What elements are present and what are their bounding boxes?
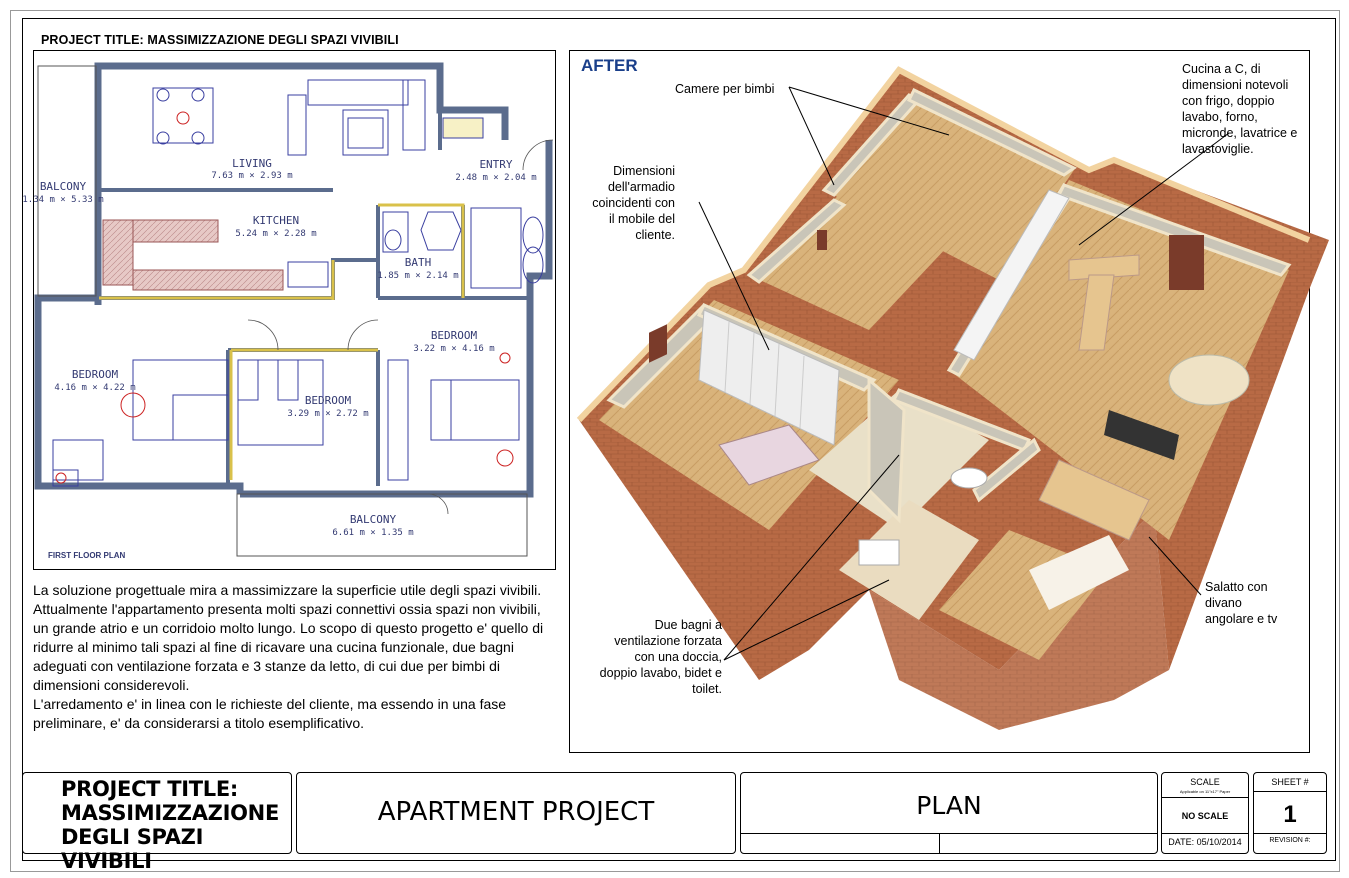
- after-label: AFTER: [581, 56, 638, 75]
- title-block-project-name: [296, 772, 736, 854]
- divider: [741, 833, 1157, 834]
- annotation-line: cliente.: [635, 228, 675, 242]
- annotation-salotto: [1205, 579, 1277, 627]
- room-name-label: BALCONY: [349, 513, 397, 526]
- description-paragraph: La soluzione progettuale mira a massimizzare la superficie utile degli spazi vivibili.: [33, 582, 542, 598]
- revision-label: REVISION #:: [1269, 837, 1311, 844]
- title-block-scale: [1161, 772, 1249, 854]
- room-dims-label: 2.48 m × 2.04 m: [455, 173, 537, 183]
- room-name-label: LIVING: [232, 157, 272, 170]
- room-dims-label: 1.34 m × 5.33 m: [22, 195, 104, 205]
- project-title-line: MASSIMIZZAZIONE: [61, 801, 279, 825]
- annotation-line: Cucina a C, di: [1182, 62, 1261, 76]
- description-paragraph: Attualmente l'appartamento presenta molti spazi connettivi ossia spazi non vivibili, un grande atrio e un corridoio molto lungo. Lo scopo di questo progetto e' quello di ridurre al minimo tali spazi al fine di ricavare una cucina funzionale, due bagni adeguati con ventilazione forzata e 3 stanze da letto, di cui due per bimbi di dimensioni considerevoli.: [33, 601, 544, 693]
- room-name-label: KITCHEN: [252, 214, 300, 227]
- floor-plan-drawing: [22, 50, 556, 570]
- annotation-line: Dimensioni: [613, 164, 675, 178]
- room-name-label: BATH: [404, 256, 432, 269]
- annotation-line: toilet.: [692, 682, 722, 696]
- sheet-number: 1: [1283, 801, 1297, 828]
- annotation-line: Due bagni a: [654, 618, 722, 632]
- title-block-project-title: [22, 772, 292, 873]
- annotation-bagni: [585, 617, 722, 697]
- room-dims-label: 3.29 m × 2.72 m: [287, 409, 369, 419]
- project-description: [33, 581, 558, 733]
- scale-value: NO SCALE: [1181, 811, 1229, 821]
- scale-note: Applicable on 11"x17" Paper: [1179, 789, 1231, 794]
- room-name-label: BALCONY: [39, 180, 87, 193]
- annotation-line: dell'armadio: [607, 180, 675, 194]
- room-name-label: ENTRY: [479, 158, 513, 171]
- room-name-label: BEDROOM: [71, 368, 119, 381]
- project-name: APARTMENT PROJECT: [377, 797, 655, 827]
- annotation-line: lavabo, forno,: [1182, 110, 1258, 124]
- room-dims-label: 3.22 m × 4.16 m: [413, 344, 495, 354]
- scale-label: SCALE: [1190, 777, 1220, 787]
- annotation-line: doppio lavabo, bidet e: [599, 666, 722, 680]
- project-title-top: PROJECT TITLE: MASSIMIZZAZIONE DEGLI SPAZI VIVIBILI: [41, 33, 399, 47]
- room-dims-label: 7.63 m × 2.93 m: [211, 171, 293, 181]
- room-dims-label: 4.16 m × 4.22 m: [54, 383, 136, 393]
- title-block-sheet-name: [740, 772, 1158, 854]
- room-dims-label: 1.85 m × 2.14 m: [377, 271, 459, 281]
- sheet-label: SHEET #: [1271, 777, 1309, 787]
- project-title-line: DEGLI SPAZI VIVIBILI: [61, 825, 204, 873]
- annotation-camere-bimbi: Camere per bimbi: [675, 82, 775, 96]
- date-label: DATE: 05/10/2014: [1168, 837, 1242, 847]
- title-block-sheet-number: [1253, 772, 1327, 854]
- annotation-armadio: [585, 163, 675, 243]
- room-name-label: BEDROOM: [304, 394, 352, 407]
- annotation-line: micronde, lavatrice e: [1182, 126, 1298, 140]
- divider: [939, 833, 940, 853]
- annotation-line: con frigo, doppio: [1182, 94, 1275, 108]
- description-paragraph: L'arredamento e' in linea con le richieste del cliente, ma essendo in una fase preliminare, e' da considerarsi a titolo esemplificativo.: [33, 696, 507, 731]
- sheet-name: PLAN: [916, 791, 982, 820]
- project-title-line: PROJECT TITLE:: [61, 777, 239, 801]
- room-dims-label: 5.24 m × 2.28 m: [235, 229, 317, 239]
- annotation-line: lavastoviglie.: [1182, 142, 1254, 156]
- room-dims-label: 6.61 m × 1.35 m: [332, 528, 414, 538]
- annotation-line: angolare e tv: [1205, 612, 1278, 626]
- annotation-line: Salatto con: [1205, 580, 1268, 594]
- annotation-cucina: [1182, 61, 1297, 157]
- floor-plan-caption: FIRST FLOOR PLAN: [48, 551, 126, 560]
- room-name-label: BEDROOM: [430, 329, 478, 342]
- annotation-line: ventilazione forzata: [614, 634, 722, 648]
- annotation-line: con una doccia,: [634, 650, 722, 664]
- annotation-line: dimensioni notevoli: [1182, 78, 1289, 92]
- annotation-line: il mobile del: [608, 212, 675, 226]
- annotation-line: divano: [1205, 596, 1242, 610]
- annotation-line: coincidenti con: [592, 196, 675, 210]
